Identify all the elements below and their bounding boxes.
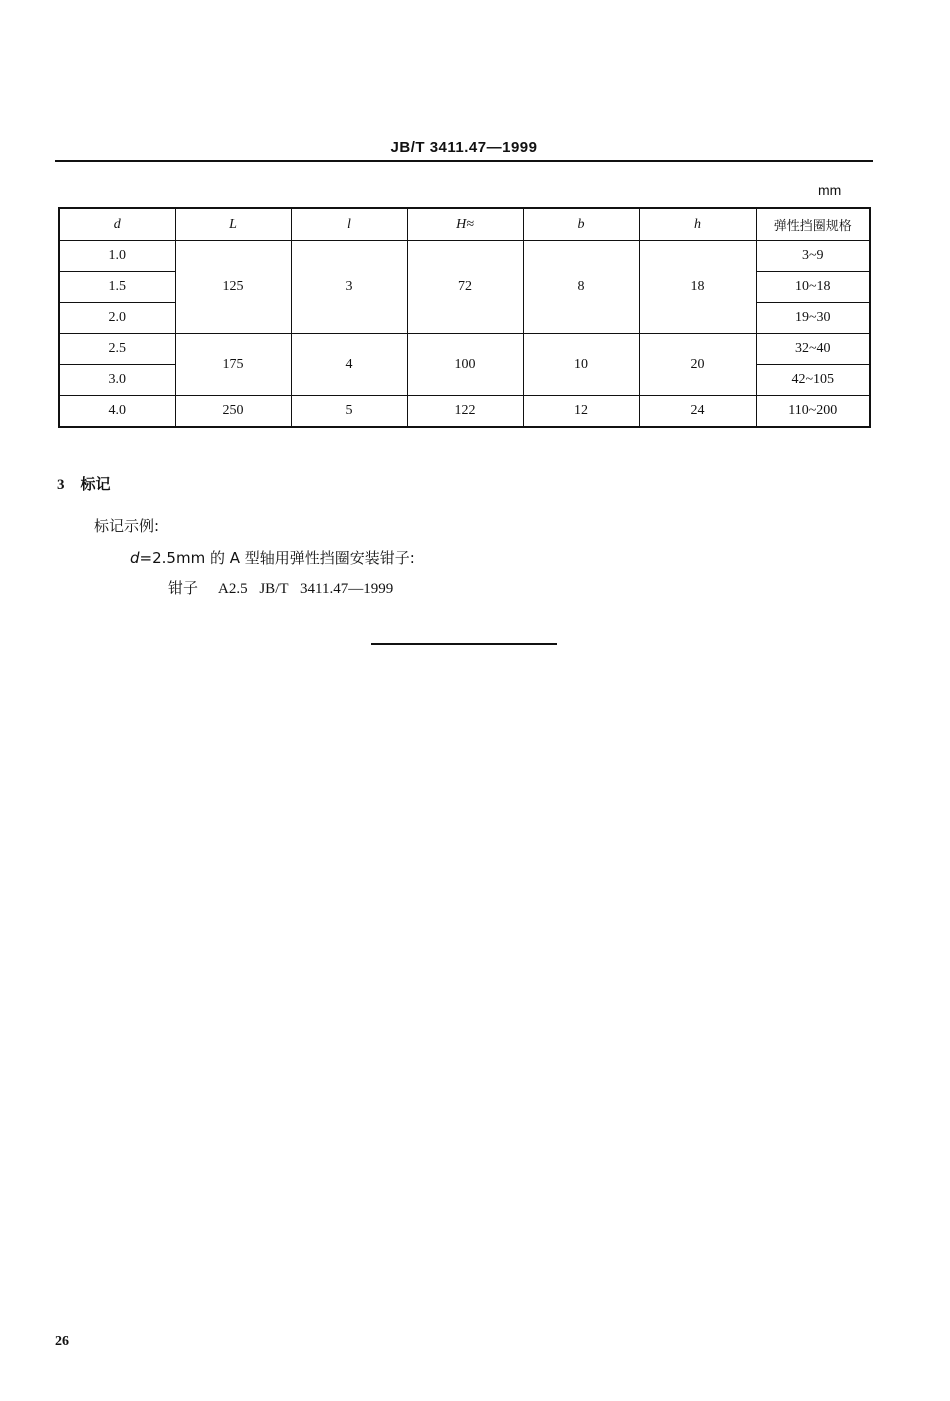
cell-L: 125 <box>175 241 291 334</box>
cell-d: 2.5 <box>59 334 175 365</box>
table-row <box>59 396 870 428</box>
cell-H: 72 <box>407 241 523 334</box>
section-title: 标记 <box>80 475 111 493</box>
end-rule <box>371 643 557 645</box>
dimension-table <box>58 207 871 428</box>
table-row <box>59 241 870 272</box>
cell-h: 18 <box>639 241 756 334</box>
cell-b: 12 <box>523 396 639 428</box>
col-header-d: d <box>59 208 175 241</box>
cell-h: 20 <box>639 334 756 396</box>
cell-ring-spec: 110~200 <box>756 396 870 428</box>
table-header-row <box>59 208 870 241</box>
example-label: 标记示例: <box>94 517 160 535</box>
cell-l: 4 <box>291 334 407 396</box>
cell-ring-spec: 19~30 <box>756 303 870 334</box>
example-description <box>130 547 415 568</box>
cell-H: 100 <box>407 334 523 396</box>
cell-L: 175 <box>175 334 291 396</box>
header-rule <box>55 160 873 162</box>
col-header-l: l <box>291 208 407 241</box>
cell-ring-spec: 42~105 <box>756 365 870 396</box>
col-header-h: h <box>639 208 756 241</box>
cell-l: 3 <box>291 241 407 334</box>
col-header-H: H≈ <box>407 208 523 241</box>
example-variable: d <box>130 549 140 567</box>
section-heading <box>57 473 111 494</box>
standard-code-header: JB/T 3411.47—1999 <box>390 139 538 156</box>
example-code: A2.5 JB/T 3411.47—1999 <box>218 581 394 597</box>
cell-d: 2.0 <box>59 303 175 334</box>
cell-ring-spec: 10~18 <box>756 272 870 303</box>
cell-L: 250 <box>175 396 291 428</box>
cell-l: 5 <box>291 396 407 428</box>
cell-H: 122 <box>407 396 523 428</box>
cell-b: 8 <box>523 241 639 334</box>
cell-d: 4.0 <box>59 396 175 428</box>
cell-h: 24 <box>639 396 756 428</box>
cell-b: 10 <box>523 334 639 396</box>
page-number: 26 <box>55 1334 69 1349</box>
cell-d: 1.0 <box>59 241 175 272</box>
cell-d: 1.5 <box>59 272 175 303</box>
cell-ring-spec: 32~40 <box>756 334 870 365</box>
col-header-ring-spec: 弹性挡圈规格 <box>756 208 870 241</box>
cell-ring-spec: 3~9 <box>756 241 870 272</box>
section-number: 3 <box>57 477 65 493</box>
table-unit: mm <box>818 182 842 198</box>
col-header-b: b <box>523 208 639 241</box>
table-row <box>59 334 870 365</box>
cell-d: 3.0 <box>59 365 175 396</box>
example-description-text: =2.5mm 的 A 型轴用弹性挡圈安装钳子: <box>139 549 415 567</box>
example-name: 钳子 <box>168 579 199 597</box>
col-header-L: L <box>175 208 291 241</box>
example-marking <box>168 577 393 598</box>
